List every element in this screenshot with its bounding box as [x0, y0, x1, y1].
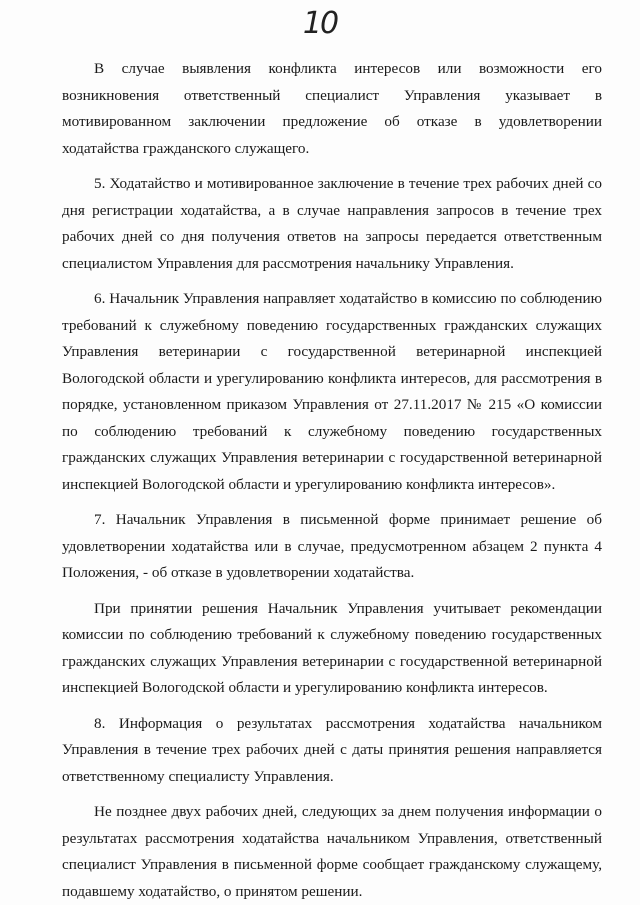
page-number: 10: [302, 6, 338, 41]
paragraph-notification: Не позднее двух рабочих дней, следующих за днем получения информации о результатах рассмотрения ходатайства начальником Управления, ответственный специалист Управления в письменной форме сообщает гражданскому служащему, подавшему ходатайство, о принятом решении.: [62, 803, 602, 900]
paragraph-item-5: 5. Ходатайство и мотивированное заключение в течение трех рабочих дней со дня регистрации ходатайства, а в случае направления запросов в течение трех рабочих дней со дня получения ответов на запросы передается ответственным специалистом Управления для рассмотрения начальнику Управления.: [62, 175, 602, 272]
paragraph-decision-commission: При принятии решения Начальник Управления учитывает рекомендации комиссии по соблюдению требований к служебному поведению государственных гражданских служащих Управления ветеринарии с государственной ветеринарной инспекцией Вологодской области и урегулированию конфликта интересов.: [62, 599, 602, 696]
paragraph-item-7: 7. Начальник Управления в письменной форме принимает решение об удовлетворении ходатайства или в случае, предусмотренном абзацем 2 пункта 4 Положения, - об отказе в удовлетворении ходатайства.: [62, 511, 602, 581]
paragraph-item-6: 6. Начальник Управления направляет ходатайство в комиссию по соблюдению требований к служебному поведению государственных гражданских служащих Управления ветеринарии с государственной ветеринарной инспекцией Вологодской области и урегулированию конфликта интересов, для рассмотрения в порядке, установленном приказом Управления от 27.11.2017 № 215 «О комиссии по соблюдению требований к служебному поведению государственных гражданских служащих Управления ветеринарии с государственной ветеринарной инспекцией Вологодской области и урегулированию конфликта интересов».: [62, 290, 602, 493]
document-body: [62, 56, 602, 914]
paragraph-item-8: 8. Информация о результатах рассмотрения ходатайства начальником Управления в течение трех рабочих дней с даты принятия решения направляется ответственному специалисту Управления.: [62, 714, 602, 785]
paragraph-conflict-case: В случае выявления конфликта интересов или возможности его возникновения ответственный специалист Управления указывает в мотивированном заключении предложение об отказе в удовлетворении ходатайства гражданского служащего.: [62, 60, 602, 157]
